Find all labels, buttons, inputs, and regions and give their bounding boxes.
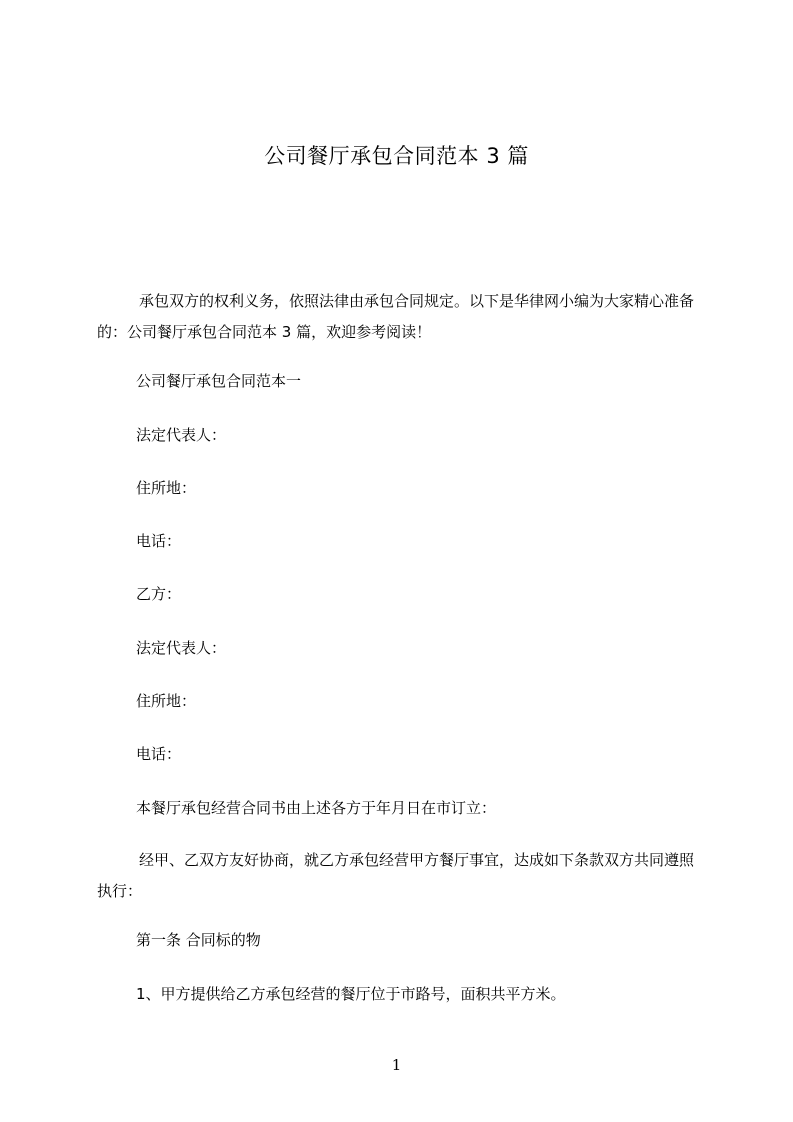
party-b-phone-label: 电话： [136, 745, 182, 763]
party-a-phone-label: 电话： [136, 532, 182, 550]
party-b-representative-label: 法定代表人： [136, 639, 227, 657]
document-title: 公司餐厅承包合同范本 3 篇 [264, 144, 529, 168]
party-b-label: 乙方： [136, 585, 182, 603]
party-a-address-label: 住所地： [136, 479, 197, 497]
party-a-representative-label: 法定代表人： [136, 426, 227, 444]
section-heading: 公司餐厅承包合同范本一 [136, 372, 302, 390]
party-b-address-label: 住所地： [136, 692, 197, 710]
negotiation-paragraph: 经甲、乙双方友好协商，就乙方承包经营甲方餐厅事宜，达成如下条款双方共同遵照执行： [97, 851, 695, 900]
article-one-item-1: 1、甲方提供给乙方承包经营的餐厅位于市路号，面积共平方米。 [136, 985, 566, 1003]
intro-paragraph: 承包双方的权利义务，依照法律由承包合同规定。以下是华律网小编为大家精心准备的：公司餐厅承包合同范本 3 篇，欢迎参考阅读！ [97, 292, 695, 341]
signing-statement: 本餐厅承包经营合同书由上述各方于年月日在市订立： [136, 799, 497, 817]
page-number: 1 [391, 1056, 402, 1074]
article-one-heading: 第一条 合同标的物 [136, 931, 261, 949]
